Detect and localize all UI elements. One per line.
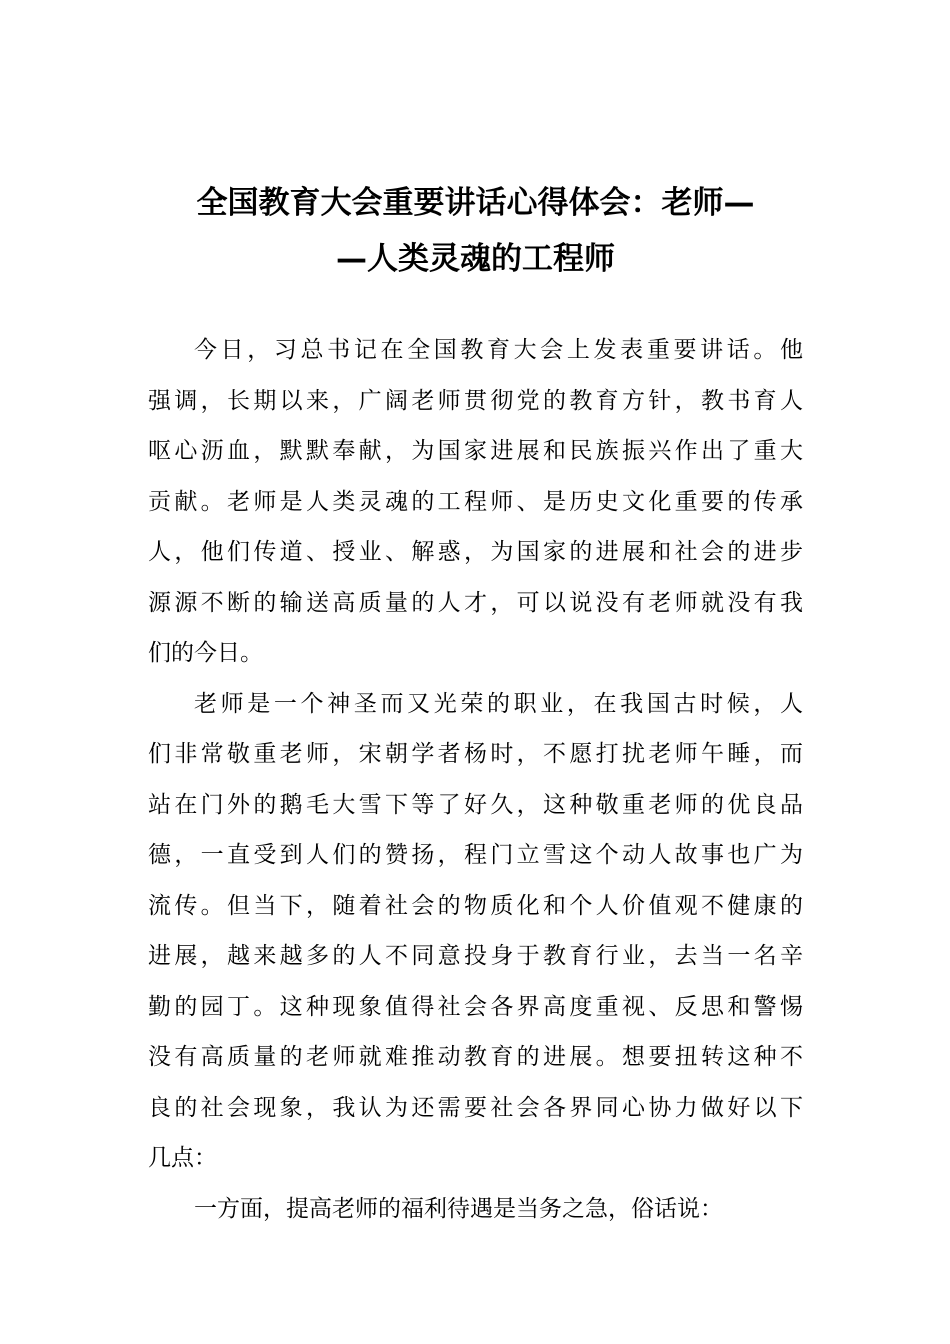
paragraph [148, 679, 803, 1184]
text-line: 们非常敬重老师，宋朝学者杨时，不愿打扰老师午睡，而 [148, 741, 803, 767]
text-line: 呕心沥血，默默奉献，为国家进展和民族振兴作出了重大 [148, 438, 803, 464]
document-title [148, 175, 803, 287]
text-line: 进展，越来越多的人不同意投身于教育行业，去当一名辛 [148, 943, 803, 969]
text-line: 流传。但当下，随着社会的物质化和个人价值观不健康的 [148, 892, 803, 919]
text-line: 没有高质量的老师就难推动教育的进展。想要扭转这种不 [148, 1044, 803, 1070]
text-line: 站在门外的鹅毛大雪下等了好久，这种敬重老师的优良品 [148, 791, 803, 818]
text-line: 勤的园丁。这种现象值得社会各界高度重视、反思和警惕 [148, 993, 803, 1020]
text-line: 今日，习总书记在全国教育大会上发表重要讲话。他 [194, 337, 803, 363]
text-line: 强调，长期以来，广阔老师贯彻党的教育方针，教书育人 [148, 387, 803, 414]
paragraph [148, 1184, 803, 1235]
paragraph [148, 325, 803, 679]
text-line: 一方面，提高老师的福利待遇是当务之急，俗话说： [194, 1195, 723, 1222]
text-line: 良的社会现象，我认为还需要社会各界同心协力做好以下 [148, 1094, 803, 1121]
text-line: 们的今日。 [148, 640, 263, 666]
text-line: 人，他们传道、授业、解惑，为国家的进展和社会的进步 [148, 539, 803, 565]
title-line: 全国教育大会重要讲话心得体会：老师— [196, 185, 755, 221]
title-line: —人类灵魂的工程师 [336, 241, 615, 277]
text-line: 几点： [148, 1145, 217, 1171]
text-line: 贡献。老师是人类灵魂的工程师、是历史文化重要的传承 [148, 488, 803, 515]
document-body [148, 325, 803, 1234]
text-line: 德，一直受到人们的赞扬，程门立雪这个动人故事也广为 [148, 842, 803, 868]
text-line: 老师是一个神圣而又光荣的职业，在我国古时候，人 [194, 690, 803, 717]
text-line: 源源不断的输送高质量的人才，可以说没有老师就没有我 [148, 589, 803, 616]
